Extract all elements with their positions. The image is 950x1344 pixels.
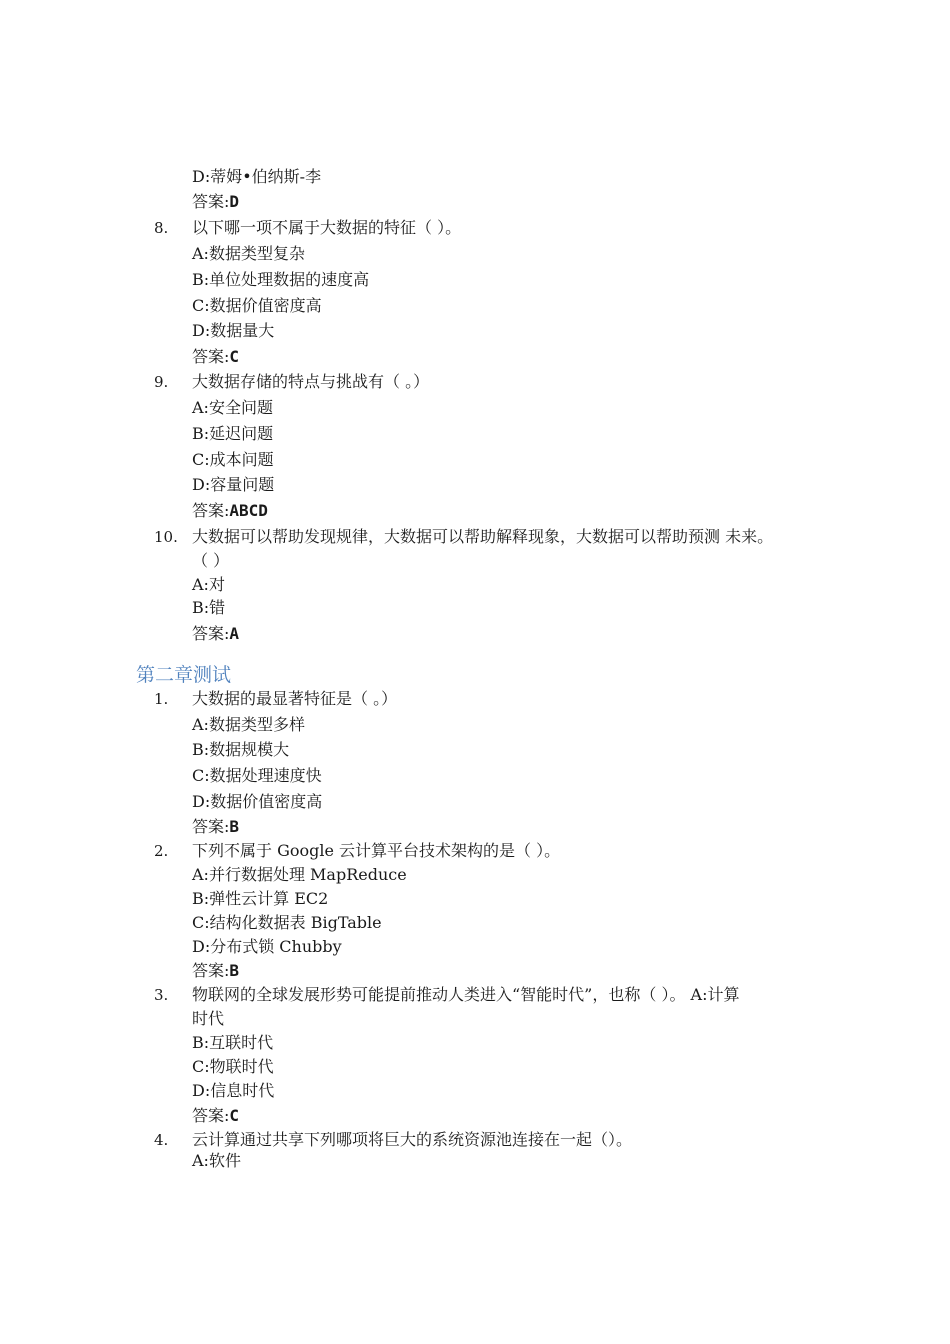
question-number: 8. [154, 219, 169, 237]
question-text: 云计算通过共享下列哪项将巨大的系统资源池连接在一起（）。 [192, 1130, 633, 1149]
option-text: D:蒂姆•伯纳斯-李 [192, 167, 322, 186]
answer-label: 答案: [192, 624, 230, 643]
question-text: 下列不属于 Google 云计算平台技术架构的是（ ）。 [192, 841, 561, 860]
answer-label: 答案: [192, 347, 230, 366]
question-number: 2. [154, 842, 169, 860]
option-b: B:错 [192, 598, 226, 617]
question-text-continued: 时代 [192, 1009, 225, 1028]
section-heading: 第二章测试 [136, 664, 232, 686]
option-a: A:数据类型复杂 [192, 244, 305, 263]
option-c: C:物联时代 [192, 1057, 274, 1076]
question-number: 9. [154, 373, 169, 391]
answer-line [192, 961, 239, 981]
answer-line [192, 624, 239, 644]
option-d: D:数据量大 [192, 321, 275, 340]
answer-value: A [229, 624, 240, 643]
answer-value: C [229, 347, 240, 366]
answer-label: 答案: [192, 501, 230, 520]
option-d: D:分布式锁 Chubby [192, 937, 342, 956]
answer-value: C [229, 1106, 240, 1125]
question-number: 1. [154, 690, 169, 708]
question-number: 4. [154, 1131, 169, 1149]
option-a: A:并行数据处理 MapReduce [192, 865, 407, 884]
option-b: B:互联时代 [192, 1033, 274, 1052]
option-d: D:数据价值密度高 [192, 792, 323, 811]
question-text: 大数据的最显著特征是（ 。） [192, 689, 398, 708]
answer-label: 答案: [192, 961, 230, 980]
answer-line [192, 192, 239, 212]
answer-line [192, 817, 239, 837]
option-d: D:信息时代 [192, 1081, 275, 1100]
question-text: 大数据存储的特点与挑战有（ 。） [192, 372, 430, 391]
question-text: 大数据可以帮助发现规律，大数据可以帮助解释现象，大数据可以帮助预测 未来。 [192, 527, 774, 546]
answer-value: D [229, 192, 240, 211]
question-number: 3. [154, 986, 169, 1004]
option-c: C:成本问题 [192, 450, 274, 469]
question-number: 10. [154, 528, 178, 546]
answer-label: 答案: [192, 817, 230, 836]
answer-value: B [229, 817, 240, 836]
option-c: C:数据处理速度快 [192, 766, 322, 785]
option-b: B:单位处理数据的速度高 [192, 270, 370, 289]
option-b: B:延迟问题 [192, 424, 274, 443]
option-c: C:结构化数据表 BigTable [192, 913, 382, 932]
option-a: A:数据类型多样 [192, 715, 305, 734]
answer-line [192, 1106, 239, 1126]
option-b: B:数据规模大 [192, 740, 290, 759]
option-a: A:软件 [192, 1151, 241, 1170]
answer-label: 答案: [192, 192, 230, 211]
answer-value: ABCD [229, 501, 268, 520]
answer-line [192, 347, 239, 367]
option-a: A:对 [192, 575, 225, 594]
question-text: 物联网的全球发展形势可能提前推动人类进入“智能时代”，也称（ ）。 A:计算 [192, 985, 740, 1004]
answer-line [192, 501, 268, 521]
option-d: D:容量问题 [192, 475, 275, 494]
option-a: A:安全问题 [192, 398, 273, 417]
question-text-continued: （ ） [192, 551, 230, 570]
answer-value: B [229, 961, 240, 980]
answer-label: 答案: [192, 1106, 230, 1125]
option-b: B:弹性云计算 EC2 [192, 889, 329, 908]
question-text: 以下哪一项不属于大数据的特征（ ）。 [192, 218, 462, 237]
option-c: C:数据价值密度高 [192, 296, 322, 315]
